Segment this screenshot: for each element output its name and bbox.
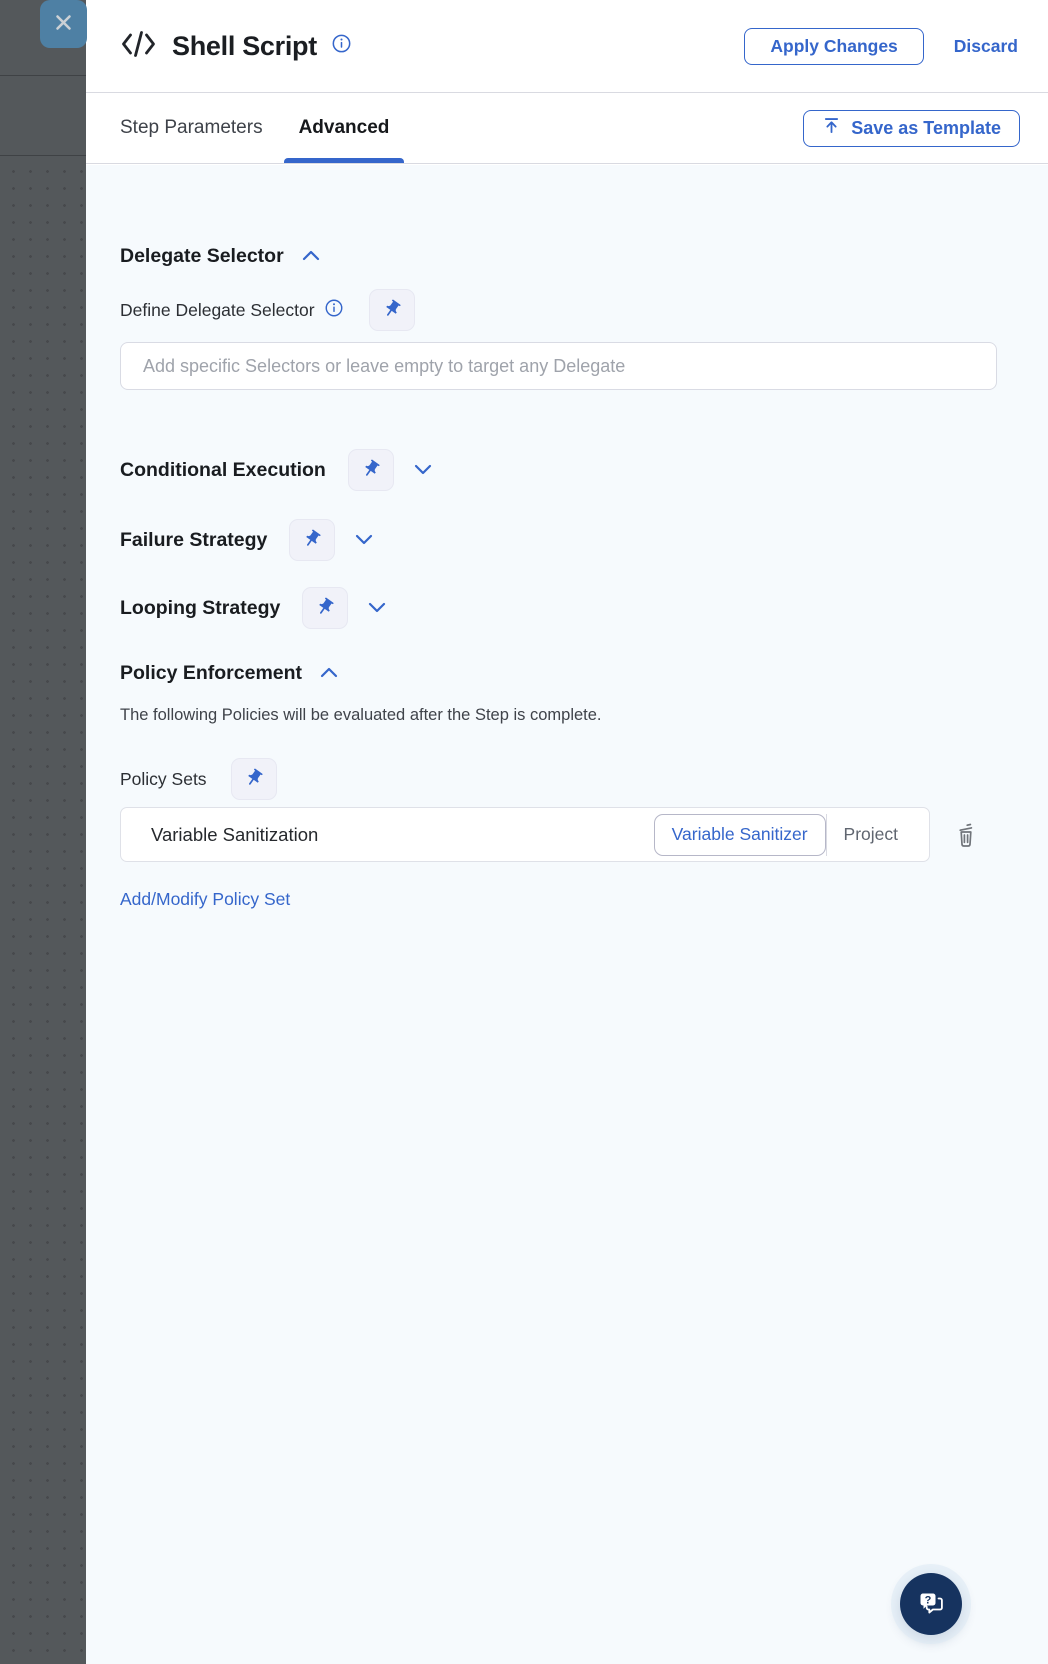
close-icon: [54, 13, 73, 35]
chevron-down-icon: [368, 601, 386, 616]
delegate-selector-input[interactable]: [120, 342, 997, 390]
looping-strategy-row: [120, 587, 386, 629]
policy-enforcement-heading: Policy Enforcement: [120, 662, 303, 684]
info-icon[interactable]: [325, 299, 343, 322]
trash-icon: [954, 822, 978, 851]
page-title: Shell Script: [172, 30, 317, 61]
conditional-execution-row: [120, 449, 432, 491]
pin-icon: [302, 529, 322, 552]
chevron-down-icon: [414, 463, 432, 478]
panel-header: [86, 0, 1048, 93]
define-delegate-label: Define Delegate Selector: [120, 299, 315, 320]
delegate-selector-heading: Delegate Selector: [120, 245, 284, 267]
tab-advanced[interactable]: Advanced: [283, 93, 406, 163]
canvas-divider: [0, 75, 86, 76]
pin-runtime-input-button[interactable]: [302, 587, 348, 629]
pin-icon: [361, 459, 381, 482]
upload-icon: [822, 116, 841, 140]
expand-failure-strategy-button[interactable]: [355, 533, 373, 548]
chevron-down-icon: [355, 533, 373, 548]
failure-strategy-row: [120, 519, 373, 561]
chevron-up-icon: [320, 666, 338, 681]
pin-runtime-input-button[interactable]: [289, 519, 335, 561]
define-delegate-row: [120, 288, 415, 332]
pin-icon: [382, 299, 402, 322]
looping-strategy-heading: Looping Strategy: [120, 596, 281, 619]
pin-runtime-input-button[interactable]: [231, 758, 277, 800]
svg-text:?: ?: [924, 1593, 932, 1606]
policy-enforcement-section-header: [120, 662, 338, 685]
apply-changes-button[interactable]: Apply Changes: [744, 28, 923, 65]
pipeline-canvas: [0, 0, 86, 1664]
step-config-panel: [86, 0, 1048, 1664]
title-info-icon[interactable]: [332, 34, 351, 58]
policy-badge[interactable]: Variable Sanitizer: [654, 814, 826, 856]
policy-set-row: [120, 807, 930, 862]
add-modify-policy-set-link[interactable]: Add/Modify Policy Set: [120, 889, 291, 909]
save-as-template-label: Save as Template: [851, 117, 1001, 138]
tab-step-parameters[interactable]: Step Parameters: [120, 117, 263, 138]
conditional-execution-heading: Conditional Execution: [120, 458, 326, 481]
close-drawer-button[interactable]: [40, 0, 87, 48]
policy-sets-label: Policy Sets: [120, 768, 207, 789]
advanced-tab-content: [86, 165, 1048, 1664]
collapse-delegate-button[interactable]: [302, 249, 320, 264]
failure-strategy-heading: Failure Strategy: [120, 528, 268, 551]
save-as-template-button[interactable]: [803, 110, 1020, 147]
policy-sets-row: [120, 757, 277, 801]
chevron-up-icon: [302, 249, 320, 264]
expand-conditional-execution-button[interactable]: [414, 463, 432, 478]
policy-set-name: Variable Sanitization: [151, 823, 319, 845]
pin-icon: [244, 768, 264, 791]
pin-runtime-input-button[interactable]: [348, 449, 394, 491]
delegate-selector-section-header: [120, 245, 320, 268]
pin-runtime-input-button[interactable]: [369, 289, 415, 331]
policy-scope: Project: [843, 824, 898, 844]
delete-policy-set-button[interactable]: [948, 820, 984, 852]
collapse-policy-button[interactable]: [320, 666, 338, 681]
title-group: [120, 29, 744, 64]
tab-bar: [86, 93, 1048, 164]
expand-looping-strategy-button[interactable]: [368, 601, 386, 616]
canvas-dot-grid: [0, 156, 86, 1664]
code-icon: [120, 29, 157, 64]
discard-button[interactable]: Discard: [953, 35, 1018, 56]
policy-description: The following Policies will be evaluated after the Step is complete.: [120, 706, 602, 724]
help-chat-fab[interactable]: [900, 1573, 962, 1635]
chat-help-icon: [914, 1586, 948, 1623]
pin-icon: [315, 597, 335, 620]
